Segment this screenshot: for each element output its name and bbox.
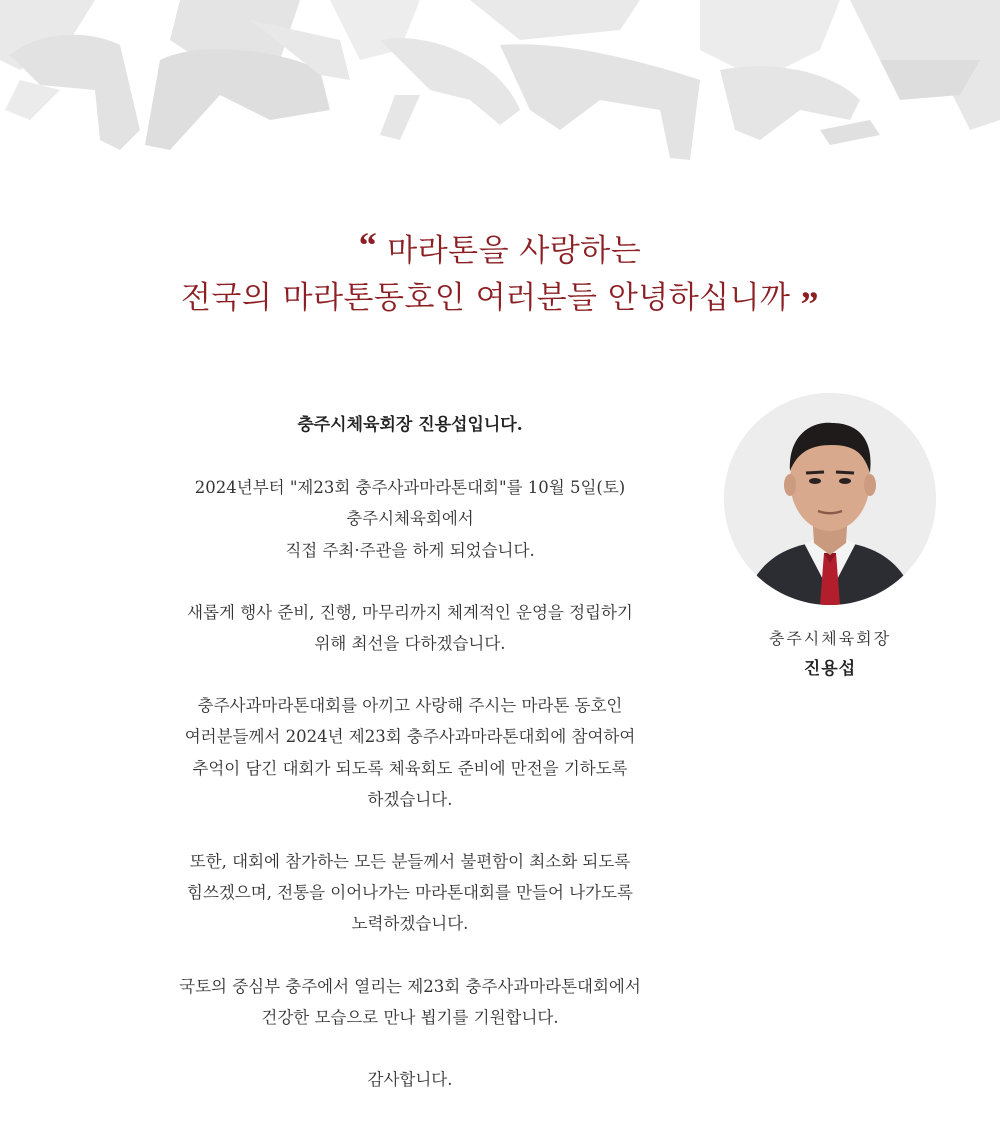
president-portrait — [724, 393, 936, 605]
profile-caption — [724, 624, 936, 684]
message-paragraph-5 — [110, 971, 710, 1033]
message-line: 2024년부터 "제23회 충주사과마라톤대회"를 10월 5일(토) — [194, 478, 626, 498]
headline-text-2: 전국의 마라톤동호인 여러분들 안녕하십니까 — [180, 280, 791, 316]
message-line: 건강한 모습으로 만나 뵙기를 기원합니다. — [261, 1007, 559, 1027]
message-line: 또한, 대회에 참가하는 모든 분들께서 불편함이 최소화 되도록 — [189, 852, 631, 872]
message-line: 추억이 담긴 대회가 되도록 체육회도 준비에 만전을 기하도록 — [192, 758, 628, 778]
message-paragraph-4 — [110, 846, 710, 940]
message-line: 국토의 중심부 충주에서 열리는 제23회 충주사과마라톤대회에서 — [179, 976, 641, 996]
message-line: 직접 주최·주관을 하게 되었습니다. — [285, 540, 535, 560]
greeting-title: 충주시체육회장 진용섭입니다. — [297, 415, 523, 435]
open-quote-icon: “ — [358, 225, 378, 265]
message-line: 여러분들께서 2024년 제23회 충주사과마라톤대회에 참여하여 — [184, 727, 636, 747]
message-paragraph-1 — [110, 472, 710, 566]
message-line: 힘쓰겠으며, 전통을 이어나가는 마라톤대회를 만들어 나가도록 — [187, 883, 633, 903]
message-paragraph-2 — [110, 597, 710, 659]
message-line: 충주사과마라톤대회를 아끼고 사랑해 주시는 마라톤 동호인 — [197, 696, 623, 716]
message-line: 충주시체육회에서 — [346, 509, 474, 529]
message-line: 새롭게 행사 준비, 진행, 마무리까지 체계적인 운영을 정립하기 — [187, 602, 633, 622]
runners-banner — [0, 0, 1000, 170]
headline-line-2 — [0, 275, 1000, 328]
greeting-message — [110, 410, 710, 1126]
message-line: 위해 최선을 다하겠습니다. — [314, 634, 506, 654]
close-quote-icon: ” — [800, 284, 820, 324]
message-paragraph-3 — [110, 690, 710, 815]
headline-text-1: 마라톤을 사랑하는 — [387, 233, 642, 269]
portrait-photo — [724, 393, 936, 605]
headline-line-1 — [0, 222, 1000, 275]
message-line: 노력하겠습니다. — [351, 914, 469, 934]
message-closing: 감사합니다. — [367, 1070, 453, 1090]
profile-role: 충주시체육회장 — [768, 629, 892, 648]
profile-name: 진용섭 — [803, 659, 857, 679]
message-line: 하겠습니다. — [367, 789, 453, 809]
headline — [0, 222, 1000, 328]
runners-silhouette-icon — [0, 0, 1000, 170]
